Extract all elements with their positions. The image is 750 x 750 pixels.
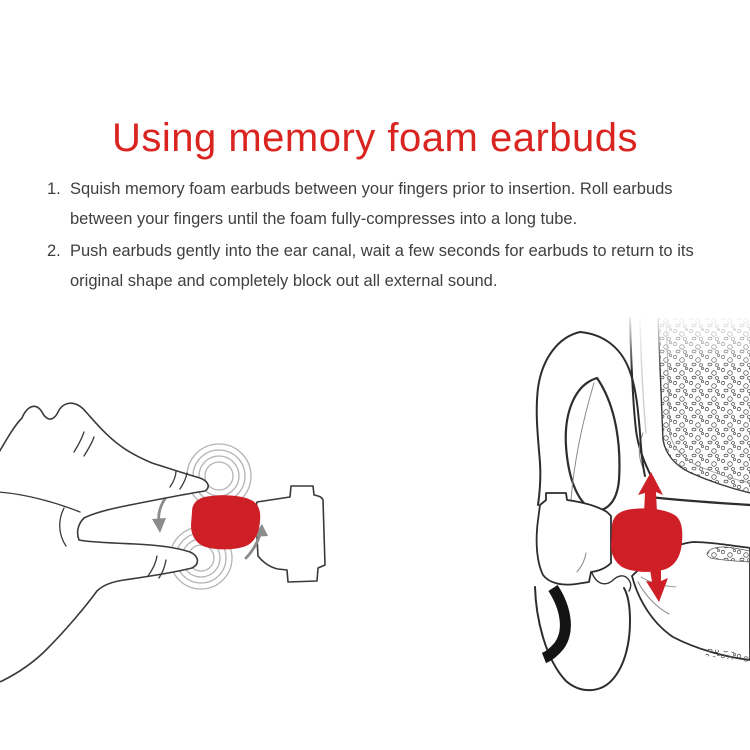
step-text: Push earbuds gently into the ear canal, wait a few seconds for earbuds to return to its original shape and completely block out all external sound. [70, 242, 694, 290]
foam-tip-expanded [611, 508, 682, 572]
hand-drawing [0, 403, 208, 686]
squish-illustration [0, 390, 340, 690]
ear-canal-top-wall [650, 497, 750, 505]
step-number: 1. [47, 180, 61, 198]
instruction-step [47, 174, 709, 234]
ear-insertion-illustration [480, 315, 750, 715]
earbud-housing [537, 493, 611, 585]
page-title: Using memory foam earbuds [111, 116, 639, 160]
roll-arrow-left-icon [152, 497, 166, 533]
expand-arrow-up-icon [638, 472, 663, 513]
step-text: Squish memory foam earbuds between your fingers prior to insertion. Roll earbuds between your fingers until the foam fully-compresses into a long tube. [70, 180, 673, 228]
foam-tip-squished [191, 495, 260, 549]
instruction-list [47, 174, 709, 298]
instruction-step [47, 236, 709, 296]
skull-bone-texture [658, 318, 750, 493]
step-number: 2. [47, 242, 61, 260]
